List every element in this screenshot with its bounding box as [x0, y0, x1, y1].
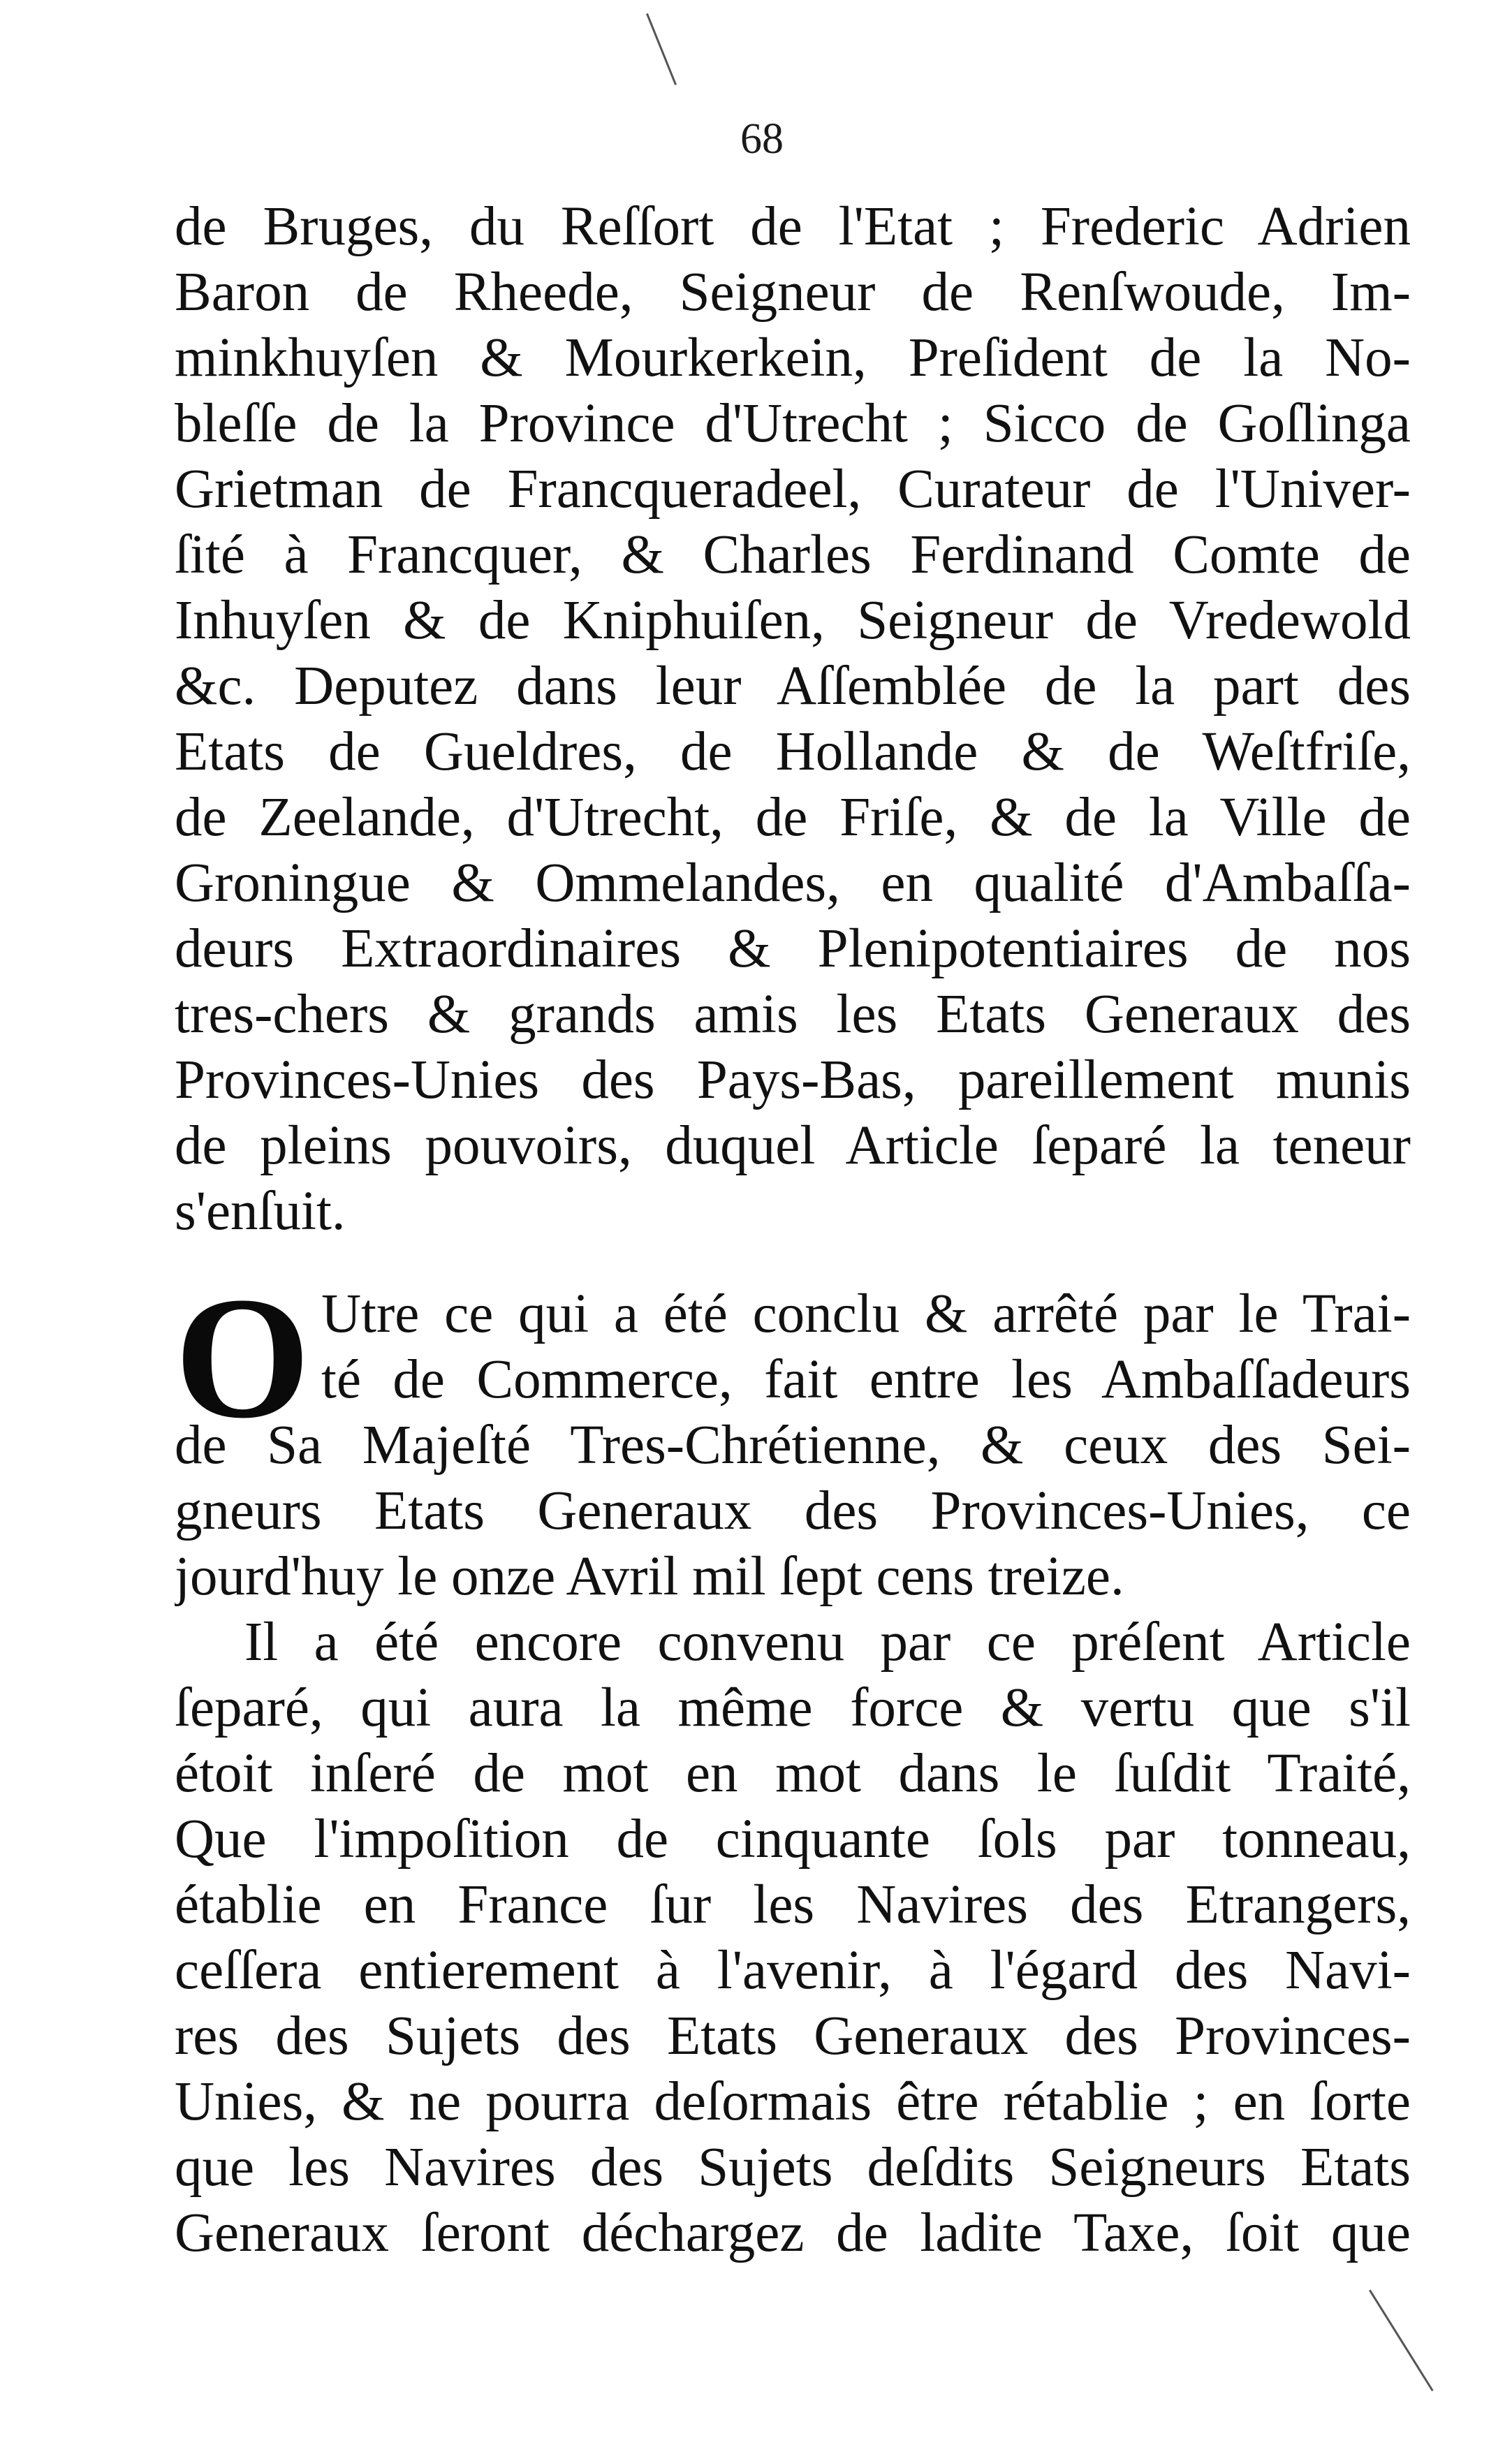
text-line: ſité à Francquer, & Charles Ferdinand Comte de: [175, 524, 1411, 585]
text-line: étoit inſeré de mot en mot dans le ſuſdit Traité,: [175, 1743, 1411, 1804]
text-line: Grietman de Francqueradeel, Curateur de l'Univer-: [175, 459, 1411, 520]
text-line: de Bruges, du Reſſort de l'Etat ; Frederic Adrien: [175, 196, 1411, 257]
text-line: gneurs Etats Generaux des Provinces-Unies, ce: [175, 1481, 1411, 1541]
text-line: deurs Extraordinaires & Plenipotentiaires de nos: [175, 918, 1411, 979]
text-line: Groningue & Ommelandes, en qualité d'Ambaſſa-: [175, 853, 1411, 913]
text-line: ſeparé, qui aura la même force & vertu que s'il: [175, 1677, 1411, 1738]
text-line: ceſſera entierement à l'avenir, à l'égard des Navi-: [175, 1940, 1411, 2001]
article-text: [175, 1261, 1411, 2266]
text-line: Utre ce qui a été conclu & arrêté par le Trai-: [321, 1284, 1411, 1344]
ink-stroke-mark: [646, 13, 677, 85]
text-line: Inhuyſen & de Kniphuiſen, Seigneur de Vredewold: [175, 590, 1411, 651]
text-line: Unies, & ne pourra deſormais être rétablie ; en ſorte: [175, 2071, 1411, 2132]
paragraph-continuation: [175, 194, 1411, 1244]
text-line: &c. Deputez dans leur Aſſemblée de la part des: [175, 656, 1411, 717]
text-line: jourd'huy le onze Avril mil ſept cens treize.: [175, 1546, 1124, 1607]
text-line: de pleins pouvoirs, duquel Article ſeparé la teneur: [175, 1115, 1411, 1176]
text-line: que les Navires des Sujets deſdits Seigneurs Etats: [175, 2137, 1411, 2198]
text-line: Generaux ſeront déchargez de ladite Taxe, ſoit que: [175, 2203, 1411, 2263]
text-line: Que l'impoſition de cinquante ſols par tonneau,: [175, 1809, 1411, 1870]
text-line: de Zeelande, d'Utrecht, de Friſe, & de la Ville de: [175, 787, 1411, 848]
text-line: bleſſe de la Province d'Utrecht ; Sicco de Goſlinga: [175, 393, 1411, 454]
drop-cap-letter: O: [175, 1261, 311, 1455]
text-line: de Sa Majeſté Tres-Chrétienne, & ceux des Sei-: [175, 1415, 1411, 1476]
text-line: Provinces-Unies des Pays-Bas, pareillement munis: [175, 1050, 1411, 1110]
text-line: minkhuyſen & Mourkerkein, Preſident de la No-: [175, 328, 1411, 388]
text-line: té de Commerce, fait entre les Ambaſſadeurs: [321, 1349, 1411, 1410]
text-line: Il a été encore convenu par ce préſent Article: [244, 1612, 1411, 1673]
text-line: établie en France ſur les Navires des Etrangers,: [175, 1874, 1411, 1935]
page-number: 68: [740, 115, 784, 163]
text-line: Baron de Rheede, Seigneur de Renſwoude, Im-: [175, 262, 1411, 323]
text-line: tres-chers & grands amis les Etats Generaux des: [175, 984, 1411, 1045]
text-line: s'enſuit.: [175, 1181, 346, 1242]
text-line: Etats de Gueldres, de Hollande & de Weſtfriſe,: [175, 721, 1411, 782]
text-line: res des Sujets des Etats Generaux des Provinces-: [175, 2006, 1411, 2066]
ink-stroke-mark: [1369, 2289, 1434, 2391]
